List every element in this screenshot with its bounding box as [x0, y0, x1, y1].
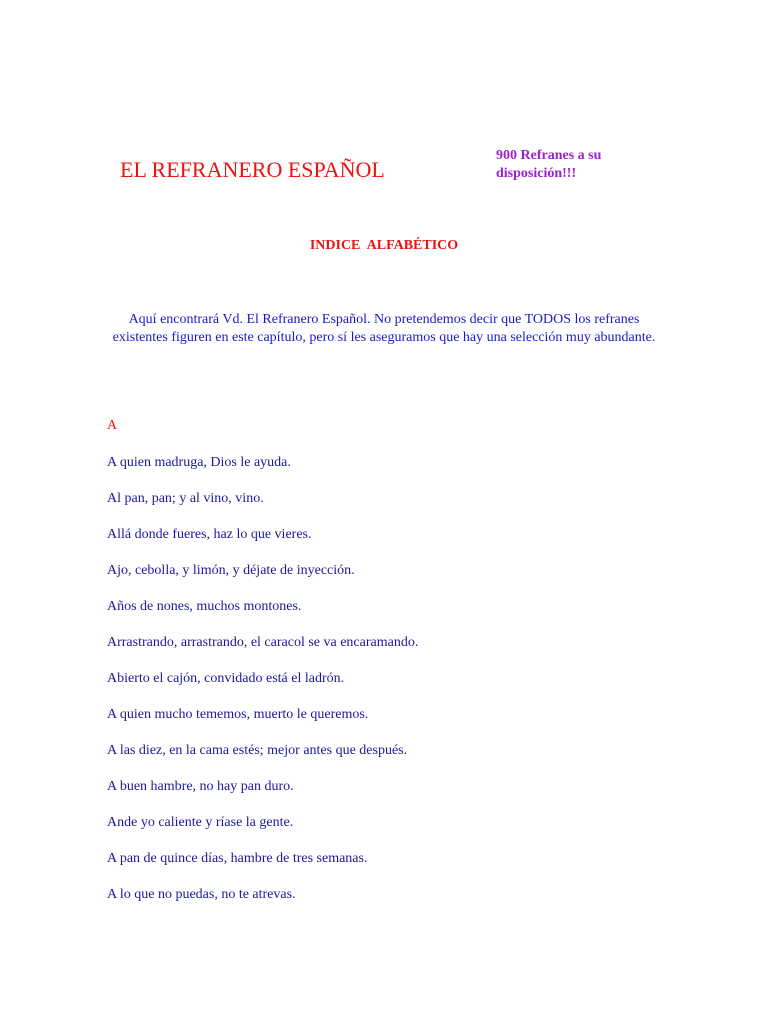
tagline: 900 Refranes a su disposición!!!: [496, 148, 602, 181]
proverb-item: Abierto el cajón, convidado está el ladrón.: [107, 671, 345, 686]
intro-paragraph: Aquí encontrará Vd. El Refranero Español. No pretendemos decir que TODOS los refranes existentes figuren en este capítulo, pero sí les aseguramos que hay una selección muy abundante.: [112, 312, 656, 345]
proverb-list: [107, 454, 418, 922]
proverb-item: Ajo, cebolla, y limón, y déjate de inyección.: [107, 563, 355, 578]
proverb-item: A lo que no puedas, no te atrevas.: [107, 887, 296, 902]
letter-heading: A: [107, 418, 118, 433]
proverb-item: A quien mucho tememos, muerto le queremos.: [107, 707, 369, 722]
proverb-item: Ande yo caliente y ríase la gente.: [107, 815, 294, 830]
proverb-item: A buen hambre, no hay pan duro.: [107, 779, 294, 794]
proverb-item: A las diez, en la cama estés; mejor antes que después.: [107, 743, 408, 758]
index-title: INDICE ALFABÉTICO: [309, 238, 459, 253]
proverb-item: A quien madruga, Dios le ayuda.: [107, 455, 291, 470]
page-title: EL REFRANERO ESPAÑOL: [120, 157, 385, 182]
proverb-item: Allá donde fueres, haz lo que vieres.: [107, 527, 312, 542]
proverb-item: Al pan, pan; y al vino, vino.: [107, 491, 264, 506]
proverb-item: Arrastrando, arrastrando, el caracol se va encaramando.: [107, 635, 419, 650]
proverb-item: A pan de quince días, hambre de tres semanas.: [107, 851, 368, 866]
proverb-item: Años de nones, muchos montones.: [107, 599, 302, 614]
